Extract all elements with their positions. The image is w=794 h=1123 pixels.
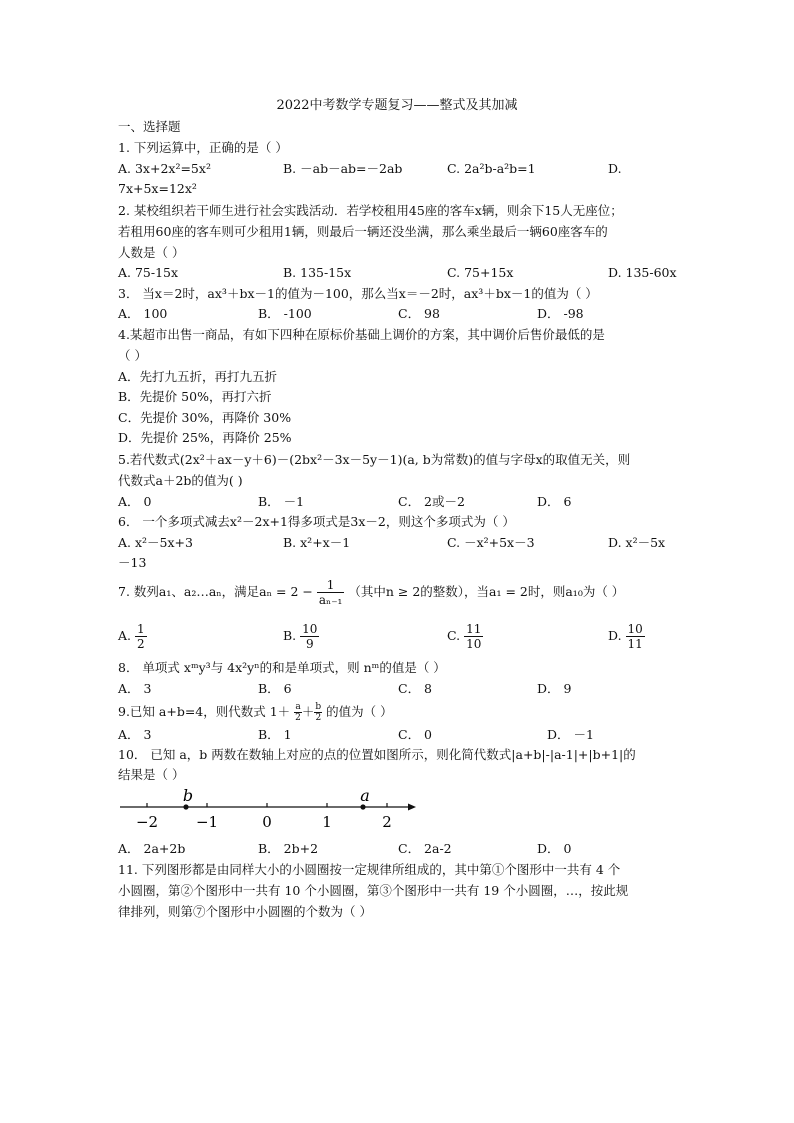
section-heading: 一、选择题 xyxy=(118,119,181,134)
q11-line-3: 律排列，则第⑦个图形中小圆圈的个数为（ ） xyxy=(118,904,372,919)
page-title: 2022中考数学专题复习——整式及其加减 xyxy=(276,98,518,113)
q2-line-3: 人数是（ ） xyxy=(118,245,185,260)
q7-option-b-label: B. xyxy=(283,628,297,643)
q7-option-a xyxy=(118,620,147,652)
q4-line-2: （ ） xyxy=(118,348,147,363)
number-line-tick-label: 2 xyxy=(382,813,392,831)
q1-option-d: D. xyxy=(608,161,622,176)
q6-stem: 6． 一个多项式减去x²－2x+1得多项式是3x－2，则这个多项式为（ ） xyxy=(118,514,515,529)
q9-fraction-b xyxy=(314,702,322,723)
q9-plus: ＋ xyxy=(301,704,315,719)
q4-option-c: C．先提价 30%，再降价 30% xyxy=(118,410,292,425)
q8-option-c: C． 8 xyxy=(398,681,432,696)
q6-option-c: C. －x²+5x－3 xyxy=(447,535,535,550)
q3-option-b: B． -100 xyxy=(258,306,312,321)
q11-line-2: 小圆圈，第②个图形中一共有 10 个小圆圈，第③个图形中一共有 19 个小圆圈，…，按此规 xyxy=(118,883,629,898)
number-line-figure xyxy=(118,785,418,833)
q5-option-c: C． 2或－2 xyxy=(398,494,465,509)
q7-option-b-numerator: 10 xyxy=(302,622,318,636)
q7-option-c xyxy=(447,620,483,652)
point-a-dot xyxy=(360,804,365,809)
q7-stem-pre: 7. 数列a₁、a₂…aₙ，满足aₙ = 2 − xyxy=(118,584,313,599)
q7-option-d-fraction xyxy=(626,622,645,651)
number-line-tick-label: −2 xyxy=(135,813,159,831)
q9-option-c: C． 0 xyxy=(398,727,432,742)
q9-stem-post: 的值为（ ） xyxy=(326,704,393,719)
q3-option-a: A． 100 xyxy=(118,306,168,321)
q7-option-d-numerator: 10 xyxy=(627,622,643,636)
q8-option-d: D． 9 xyxy=(537,681,572,696)
q7-option-c-numerator: 11 xyxy=(466,622,482,636)
q6-option-b: B. x²+x－1 xyxy=(283,535,351,550)
q9-fraction-a-numerator: a xyxy=(295,702,301,712)
q9-fraction-a xyxy=(294,702,302,723)
q11-line-1: 11. 下列图形都是由同样大小的小圆圈按一定规律所组成的，其中第①个图形中一共有 4 个 xyxy=(118,862,621,877)
q2-line-2: 若租用60座的客车则可少租用1辆，则最后一辆还没坐满，那么乘坐最后一辆60座客车的 xyxy=(118,224,608,239)
q2-option-a: A. 75-15x xyxy=(118,265,179,280)
q9-option-a: A． 3 xyxy=(118,727,152,742)
q7-option-d-label: D. xyxy=(608,628,622,643)
point-b-dot xyxy=(183,804,188,809)
q2-option-d: D. 135-60x xyxy=(608,265,677,280)
q4-option-a: A．先打九五折，再打九五折 xyxy=(118,369,278,384)
q7-option-b-fraction xyxy=(300,622,319,651)
q3-stem: 3． 当x＝2时，ax³＋bx－1的值为－100，那么当x＝－2时，ax³＋bx－1的值为（ ） xyxy=(118,286,598,301)
point-b-label: b xyxy=(182,786,194,805)
q5-option-d: D． 6 xyxy=(537,494,572,509)
number-line-axis xyxy=(120,804,416,811)
q9-stem-pre: 9.已知 a+b=4，则代数式 1＋ xyxy=(118,704,291,719)
q4-line-1: 4.某超市出售一商品，有如下四种在原标价基础上调价的方案，其中调价后售价最低的是 xyxy=(118,327,605,342)
number-line-tick-label: 0 xyxy=(262,813,272,831)
q2-line-1: 2. 某校组织若干师生进行社会实践活动．若学校租用45座的客车x辆，则余下15人无座位； xyxy=(118,203,623,218)
q7-fraction-denominator: aₙ₋₁ xyxy=(318,593,343,607)
q5-option-b: B． －1 xyxy=(258,494,305,509)
q6-option-a: A. x²－5x+3 xyxy=(118,535,193,550)
q7-option-c-label: C. xyxy=(447,628,461,643)
q7-option-a-numerator: 1 xyxy=(137,622,145,636)
q2-option-b: B. 135-15x xyxy=(283,265,352,280)
q7-fraction-numerator: 1 xyxy=(317,578,345,593)
q7-option-d xyxy=(608,620,645,652)
q5-line-2: 代数式a＋2b的值为( ) xyxy=(118,473,243,488)
q7-option-b-denominator: 9 xyxy=(305,637,314,651)
q10-option-c: C． 2a-2 xyxy=(398,841,452,856)
q6-option-d: D. x²－5x xyxy=(608,535,666,550)
q7-option-b xyxy=(283,620,319,652)
q1-stem: 1. 下列运算中，正确的是（ ） xyxy=(118,140,288,155)
q1-option-b: B. －ab－ab=－2ab xyxy=(283,161,403,176)
q10-line-2: 结果是（ ） xyxy=(118,767,185,782)
q10-option-d: D． 0 xyxy=(537,841,572,856)
q9-stem xyxy=(118,700,393,724)
q10-line-1: 10． 已知 a，b 两数在数轴上对应的点的位置如图所示，则化简代数式|a+b|-|a-1|+|b+1|的 xyxy=(118,747,636,762)
q7-fraction xyxy=(317,578,345,607)
q7-stem xyxy=(118,576,624,610)
q8-option-a: A． 3 xyxy=(118,681,152,696)
q7-option-a-denominator: 2 xyxy=(137,637,145,651)
q5-line-1: 5.若代数式(2x²＋ax－y＋6)－(2bx²－3x－5y－1)(a, b为常数)的值与字母x的取值无关，则 xyxy=(118,452,631,467)
q7-option-c-fraction xyxy=(464,622,483,651)
q9-fraction-b-denominator: 2 xyxy=(315,713,322,723)
q7-option-c-denominator: 10 xyxy=(466,637,482,651)
q9-option-b: B． 1 xyxy=(258,727,292,742)
q4-option-b: B．先提价 50%，再打六折 xyxy=(118,389,272,404)
number-line-tick-label: −1 xyxy=(195,813,219,831)
q7-option-a-fraction xyxy=(135,622,147,651)
q7-stem-post: （其中n ≥ 2的整数），当a₁ = 2时，则a₁₀为（ ） xyxy=(348,584,625,599)
q9-fraction-b-numerator: b xyxy=(315,702,322,712)
q1-option-a: A. 3x+2x²=5x² xyxy=(118,161,211,176)
q8-option-b: B． 6 xyxy=(258,681,292,696)
q3-option-d: D． -98 xyxy=(537,306,584,321)
q6-option-d-cont: －13 xyxy=(118,555,147,570)
q7-option-d-denominator: 11 xyxy=(627,637,643,651)
q10-option-b: B． 2b+2 xyxy=(258,841,319,856)
q10-option-a: A． 2a+2b xyxy=(118,841,186,856)
q8-stem: 8． 单项式 xᵐy³与 4x²yⁿ的和是单项式，则 nᵐ的值是（ ） xyxy=(118,660,446,675)
q5-option-a: A． 0 xyxy=(118,494,152,509)
point-a-label: a xyxy=(360,786,370,805)
q9-option-d: D． －1 xyxy=(547,727,594,742)
q3-option-c: C． 98 xyxy=(398,306,440,321)
q7-option-a-label: A. xyxy=(118,628,132,643)
q1-option-c: C. 2a²b-a²b=1 xyxy=(447,161,536,176)
q2-option-c: C. 75+15x xyxy=(447,265,514,280)
q4-option-d: D．先提价 25%，再降价 25% xyxy=(118,430,292,445)
q9-fraction-a-denominator: 2 xyxy=(295,713,301,723)
number-line-tick-label: 1 xyxy=(322,813,332,831)
q1-option-d-cont: 7x+5x=12x² xyxy=(118,181,197,196)
